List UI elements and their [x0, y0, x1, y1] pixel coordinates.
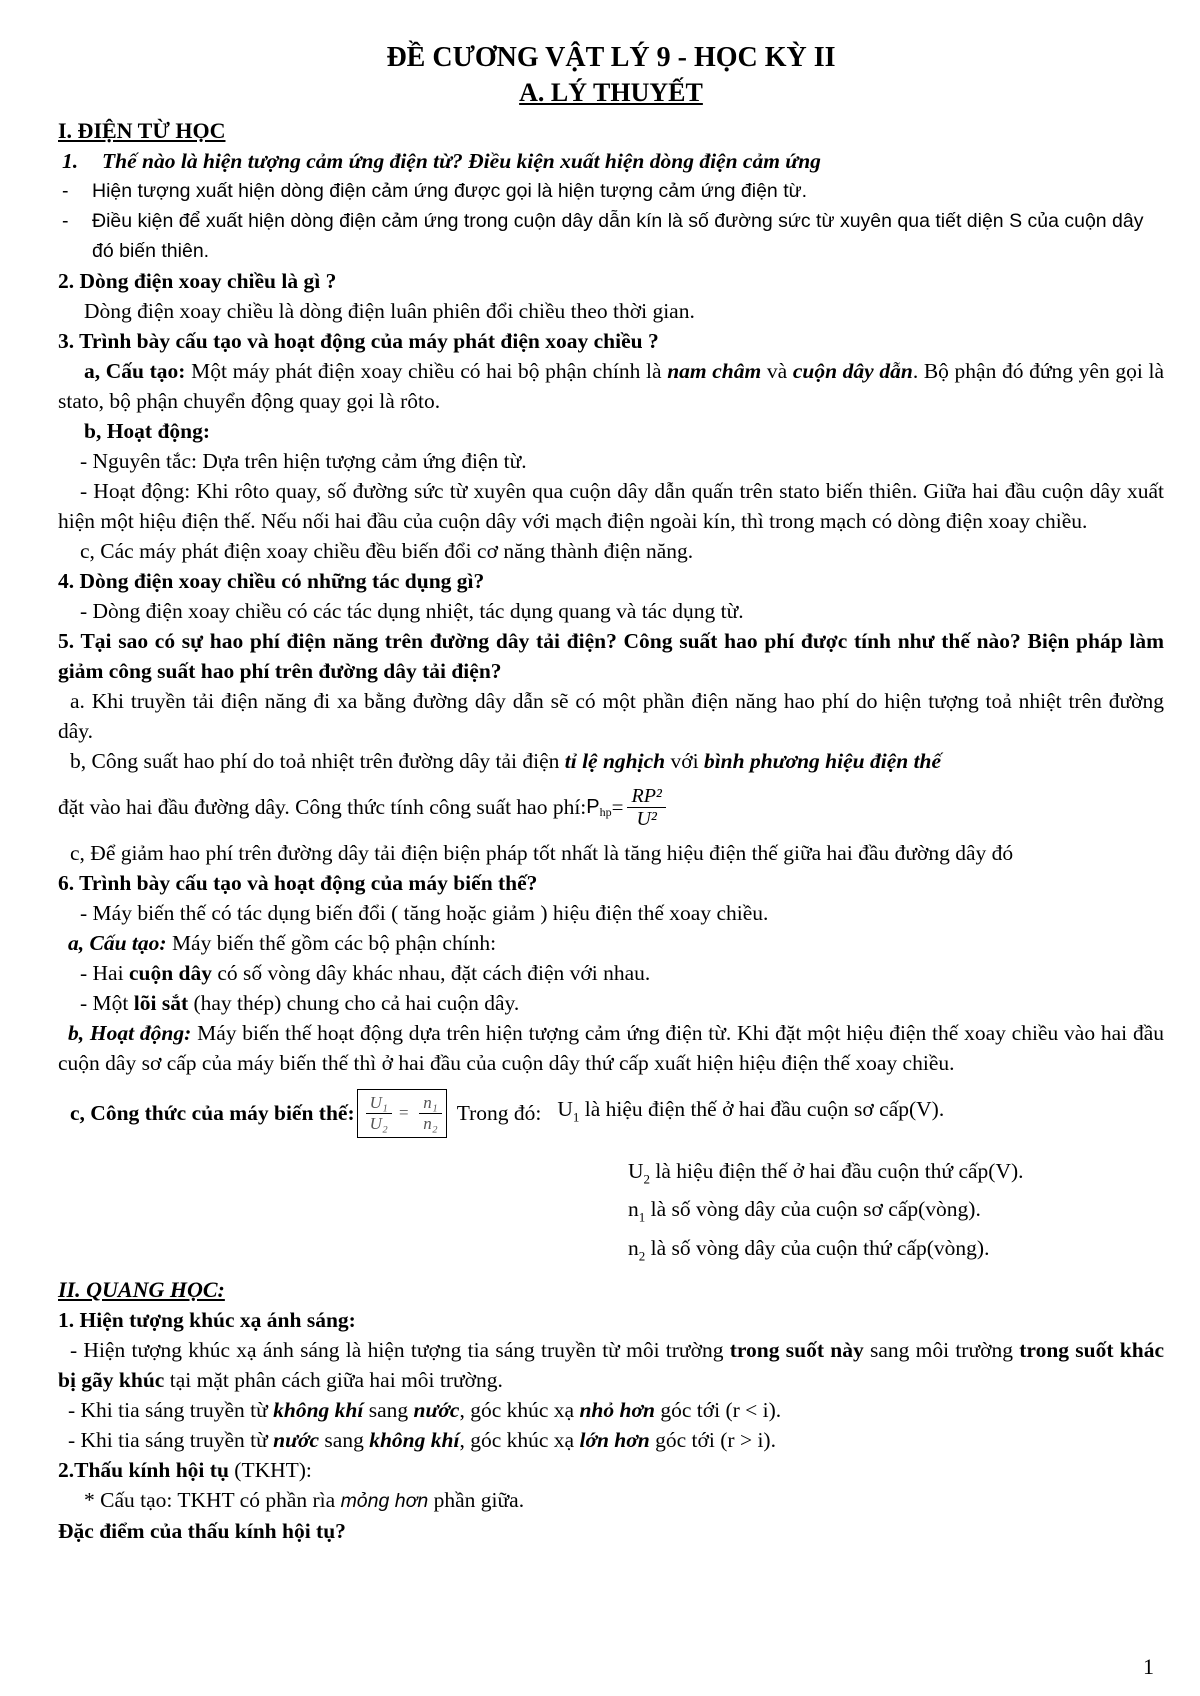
structure-thinner: mỏng hơn — [340, 1489, 429, 1512]
l3-larger: lớn hơn — [579, 1427, 650, 1452]
ratio-n1: n₁ — [419, 1093, 441, 1114]
n2-subscript: 2 — [638, 1247, 646, 1263]
turns-ratio — [419, 1093, 441, 1134]
u1-symbol: U — [557, 1096, 573, 1121]
refraction-air-to-water — [58, 1395, 1164, 1425]
ratio-equals: = — [397, 1103, 410, 1122]
part-b-with: với — [665, 749, 704, 773]
definition-n1 — [628, 1194, 1164, 1232]
l2-air: không khí — [273, 1397, 364, 1422]
u2-subscript: 2 — [643, 1171, 651, 1187]
part-a-text: a. Khi truyền tải điện năng đi xa bằng đường dây dẫn sẽ có một phần điện năng hao phí do hiện tượng toả nhiệt trên đường dây. — [58, 689, 1164, 743]
u2-symbol: U — [628, 1159, 644, 1183]
structure-post: phần giữa. — [428, 1487, 525, 1512]
operation-text: - Hoạt động: Khi rôto quay, số đường sức từ xuyên qua cuộn dây dẫn quấn trên stato biến thiên. Giữa hai đầu cuộn dây xuất hiện một hiệu điện thế. Nếu nối hai đầu của cuộn dây với mạch điện ngoài kín, thì trong mạch có dòng điện xoay chiều. — [58, 479, 1164, 533]
transformer-formula-label: c, Công thức của máy biến thế: — [70, 1101, 355, 1125]
question-4-answer: - Dòng điện xoay chiều có các tác dụng nhiệt, tác dụng quang và tác dụng từ. — [80, 599, 744, 623]
fraction-denominator: U² — [636, 807, 657, 830]
loss-power-symbol: P — [586, 795, 600, 818]
document-subtitle: A. LÝ THUYẾT — [519, 78, 703, 107]
l3-post: góc tới (r > i). — [649, 1427, 776, 1452]
l3-angle: , góc khúc xạ — [459, 1427, 580, 1452]
l2-water: nước — [413, 1397, 460, 1422]
refraction-medium-2: trong suốt khác bị gãy khúc — [58, 1337, 1164, 1392]
part-a-magnet: nam châm — [667, 359, 762, 383]
part-b-label: b, Hoạt động: — [68, 1021, 192, 1045]
structure-pre: * Cấu tạo: TKHT có phần rìa — [84, 1487, 341, 1512]
question-5-heading: 5. Tại sao có sự hao phí điện năng trên đường dây tải điện? Công suất hao phí được tính như thế nào? Biện pháp làm giảm công suất hao phí trên đường dây tải điện? — [58, 629, 1164, 683]
voltage-ratio — [366, 1093, 392, 1134]
question-1-bullet-1: - Hiện tượng xuất hiện dòng điện cảm ứng được gọi là hiện tượng cảm ứng điện từ. — [58, 176, 1164, 206]
l2-smaller: nhỏ hơn — [579, 1397, 655, 1422]
section-heading-optics: II. QUANG HỌC: — [58, 1276, 225, 1302]
converging-lens-features-heading: Đặc điểm của thấu kính hội tụ? — [58, 1518, 346, 1543]
question-1-text: Thế nào là hiện tượng cảm ứng điện từ? Điều kiện xuất hiện dòng điện cảm ứng — [102, 149, 821, 173]
n2-text: là số vòng dây của cuộn thứ cấp(vòng). — [645, 1235, 990, 1260]
question-5-part-a — [58, 686, 1164, 746]
question-6-part-b — [58, 1018, 1164, 1078]
fraction-numerator: RP² — [627, 785, 665, 808]
u1-subscript: 1 — [572, 1109, 580, 1125]
definition-n2 — [628, 1233, 1164, 1271]
optics-question-1-heading: 1. Hiện tượng khúc xạ ánh sáng: — [58, 1307, 356, 1332]
part-b-voltage-squared: bình phương hiệu điện thế — [703, 749, 942, 773]
question-6-intro: - Máy biến thế có tác dụng biến đổi ( tăng hoặc giảm ) hiệu điện thế xoay chiều. — [80, 901, 769, 925]
converging-lens-heading — [58, 1455, 1164, 1485]
page-number: 1 — [1143, 1654, 1154, 1679]
question-4-heading: 4. Dòng điện xoay chiều có những tác dụng gì? — [58, 569, 485, 593]
question-2-answer: Dòng điện xoay chiều là dòng điện luân phiên đổi chiều theo thời gian. — [84, 299, 695, 323]
question-6-coils — [58, 958, 1164, 988]
coils-pre: - Hai — [80, 961, 129, 985]
ratio-n2: n₂ — [423, 1113, 438, 1133]
part-a-text-end: . Bộ phận đó đứng yên gọi là stato, bộ phận chuyển động quay gọi là rôto. — [58, 359, 1164, 413]
question-5-part-c — [58, 838, 1164, 868]
refraction-water-to-air — [58, 1425, 1164, 1455]
lens-heading-bold: 2.Thấu kính hội tụ — [58, 1457, 229, 1482]
transformer-definitions — [628, 1156, 1164, 1271]
l2-pre: - Khi tia sáng truyền từ — [68, 1397, 274, 1422]
u1-text: là hiệu điện thế ở hai đầu cuộn sơ cấp(V). — [579, 1096, 945, 1121]
document-title: ĐỀ CƯƠNG VẬT LÝ 9 - HỌC KỲ II — [386, 42, 836, 73]
definition-u2 — [628, 1156, 1164, 1194]
question-5-part-b — [58, 746, 1164, 776]
loss-power-subscript: hp — [599, 804, 612, 819]
question-6-part-a — [58, 928, 1164, 958]
part-a-and: và — [761, 359, 793, 383]
u2-text: là hiệu điện thế ở hai đầu cuộn thứ cấp(V). — [650, 1159, 1024, 1183]
part-a-label: a, Cấu tạo: — [84, 359, 186, 383]
question-1-bullet-2: - Điều kiện để xuất hiện dòng điện cảm ứng trong cuộn dây dẫn kín là số đường sức từ xuyên qua tiết diện S của cuộn dây đó biến thiên. — [58, 206, 1164, 266]
l3-air: không khí — [369, 1427, 460, 1452]
lens-heading-abbr: (TKHT): — [228, 1457, 312, 1482]
question-3-part-a — [58, 356, 1164, 416]
question-3-heading: 3. Trình bày cấu tạo và hoạt động của máy phát điện xoay chiều ? — [58, 329, 659, 353]
coils-post: có số vòng dây khác nhau, đặt cách điện với nhau. — [212, 961, 651, 985]
ratio-u2: U₂ — [369, 1113, 388, 1133]
question-3-part-b-label: b, Hoạt động: — [84, 419, 211, 443]
l3-water: nước — [273, 1427, 320, 1452]
question-1-number: 1. — [62, 149, 79, 173]
question-6-core — [58, 988, 1164, 1018]
refraction-mid: sang môi trường — [863, 1337, 1020, 1362]
l2-post: góc tới (r < i). — [654, 1397, 782, 1422]
question-3-operation — [58, 476, 1164, 536]
loss-power-fraction — [627, 785, 665, 830]
where-label: Trong đó: — [456, 1101, 542, 1125]
part-b-inverse: tỉ lệ nghịch — [564, 749, 666, 773]
l2-angle: , góc khúc xạ — [459, 1397, 580, 1422]
l3-pre: - Khi tia sáng truyền từ — [68, 1427, 274, 1452]
core-post: (hay thép) chung cho cả hai cuộn dây. — [188, 991, 520, 1015]
part-a-coil: cuộn dây dẫn — [792, 359, 913, 383]
refraction-medium-1: trong suốt này — [729, 1337, 864, 1362]
question-1-heading — [58, 146, 1164, 176]
part-a-text: Máy biến thế gồm các bộ phận chính: — [166, 931, 497, 955]
question-3-part-c: c, Các máy phát điện xoay chiều đều biến đổi cơ năng thành điện năng. — [80, 539, 694, 563]
core-pre: - Một — [80, 991, 134, 1015]
l2-to: sang — [363, 1397, 414, 1422]
formula-equals: = — [611, 794, 624, 819]
refraction-post: tại mặt phân cách giữa hai môi trường. — [164, 1367, 503, 1392]
refraction-pre: - Hiện tượng khúc xạ ánh sáng là hiện tượng tia sáng truyền từ môi trường — [70, 1337, 730, 1362]
part-a-text: Một máy phát điện xoay chiều có hai bộ phận chính là — [185, 359, 668, 383]
section-heading-electromagnetism: I. ĐIỆN TỪ HỌC — [58, 118, 226, 143]
core-bold: lõi sắt — [133, 991, 189, 1015]
transformer-formula-box — [357, 1089, 447, 1138]
loss-power-formula-row — [58, 776, 1164, 838]
n2-symbol: n — [628, 1235, 639, 1260]
coils-bold: cuộn dây — [128, 961, 212, 985]
ratio-u1: U₁ — [366, 1093, 392, 1114]
question-3-principle: - Nguyên tắc: Dựa trên hiện tượng cảm ứng điện từ. — [80, 449, 527, 473]
part-b-text: Máy biến thế hoạt động dựa trên hiện tượng cảm ứng điện từ. Khi đặt một hiệu điện thế xoay chiều vào hai đầu cuộn dây sơ cấp của máy biến thế thì ở hai đầu của cuộn dây thứ cấp xuất hiện hiệu điện thế xoay chiều. — [58, 1021, 1164, 1075]
n1-text: là số vòng dây của cuộn sơ cấp(vòng). — [645, 1197, 981, 1222]
part-b-text: b, Công suất hao phí do toả nhiệt trên đường dây tải điện — [70, 749, 565, 773]
converging-lens-structure — [58, 1485, 1164, 1516]
question-2-heading: 2. Dòng điện xoay chiều là gì ? — [58, 269, 337, 293]
refraction-definition — [58, 1335, 1164, 1395]
l3-to: sang — [319, 1427, 370, 1452]
part-a-label: a, Cấu tạo: — [68, 931, 167, 955]
part-c-text: c, Để giảm hao phí trên đường dây tải điện biện pháp tốt nhất là tăng hiệu điện thế giữa hai đầu đường dây đó — [70, 841, 1014, 865]
definition-u1 — [557, 1094, 944, 1132]
question-6-heading: 6. Trình bày cấu tạo và hoạt động của máy biến thế? — [58, 871, 538, 895]
n1-subscript: 1 — [638, 1209, 646, 1225]
formula-lead-text: đặt vào hai đầu đường dây. Công thức tính công suất hao phí: — [58, 795, 587, 819]
transformer-formula-row — [58, 1078, 1164, 1148]
n1-symbol: n — [628, 1197, 639, 1222]
